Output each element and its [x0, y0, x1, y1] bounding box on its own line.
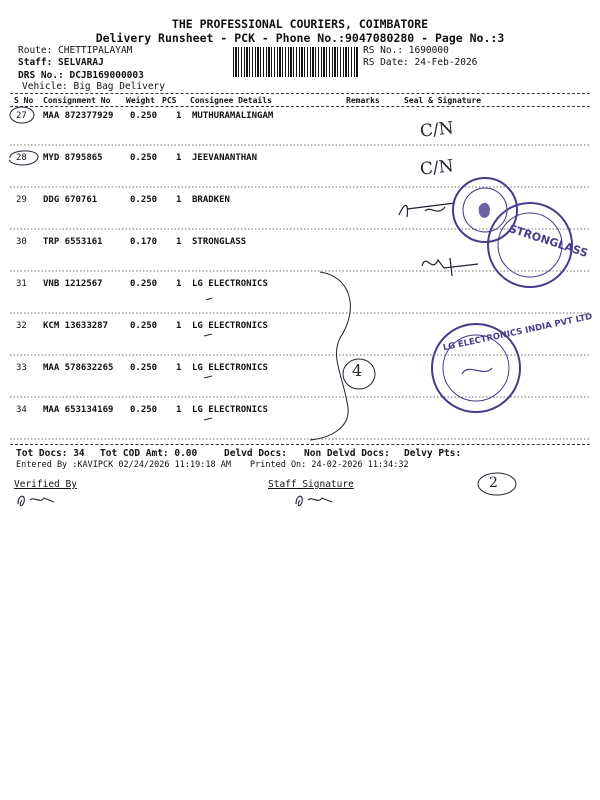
row-sno: 31: [16, 279, 27, 289]
row-consignee: STRONGLASS: [192, 237, 247, 247]
col-consignee: Consignee Details: [190, 96, 272, 105]
row-weight: 0.250: [130, 363, 158, 373]
company-title: THE PROFESSIONAL COURIERS, COIMBATORE: [171, 17, 429, 31]
lg-stamp-text: LG ELECTRONICS INDIA PVT LTD: [442, 311, 594, 354]
entered-by: Entered By :KAVIPCK 02/24/2026 11:19:18 AM: [16, 460, 231, 470]
row-pcs: 1: [176, 237, 182, 247]
row-consignment: DDG 670761: [43, 195, 98, 205]
row-sno: 33: [16, 363, 27, 373]
row-consignment: VNB 1212567: [43, 279, 103, 289]
row-sno: 32: [16, 321, 27, 331]
col-remarks: Remarks: [346, 96, 380, 105]
row-weight: 0.250: [130, 279, 158, 289]
runsheet-subtitle: Delivery Runsheet - PCK - Phone No.:9047080280 - Page No.:3: [95, 31, 505, 45]
handwritten-page: 2: [489, 475, 498, 491]
row-sno: 30: [16, 237, 27, 247]
page-circle: [475, 470, 521, 498]
non-delivered-docs: Non Delvd Docs:: [304, 448, 390, 459]
row-consignment: MAA 578632265: [43, 363, 114, 373]
rs-number: RS No.: 1690000: [363, 45, 449, 56]
total-cod: Tot COD Amt: 0.00: [100, 448, 198, 459]
row-consignment: TRP 6553161: [43, 237, 103, 247]
row-weight: 0.250: [130, 405, 158, 415]
stronglass-stamp: [445, 175, 595, 300]
row-weight: 0.250: [130, 153, 158, 163]
col-sno: S No: [14, 96, 34, 105]
row-pcs: 1: [176, 279, 182, 289]
row-weight: 0.250: [130, 195, 158, 205]
row-weight: 0.170: [130, 237, 158, 247]
col-weight: Weight: [126, 96, 155, 105]
row-consignee: LG ELECTRONICS: [192, 279, 268, 289]
total-docs: Tot Docs: 34: [16, 448, 85, 459]
row-consignee: LG ELECTRONICS: [192, 363, 268, 373]
row-consignment: KCM 13633287: [43, 321, 109, 331]
row-pcs: 1: [176, 111, 182, 121]
verified-signature: [14, 490, 64, 512]
tick-marks: [200, 292, 240, 432]
row-pcs: 1: [176, 405, 182, 415]
row-consignee: BRADKEN: [192, 195, 230, 205]
row-weight: 0.250: [130, 321, 158, 331]
row-consignee: JEEVANANTHAN: [192, 153, 258, 163]
drs-number: DRS No.: DCJB169000003: [18, 70, 144, 81]
row-consignee: LG ELECTRONICS: [192, 405, 268, 415]
verified-by-label: Verified By: [14, 479, 77, 490]
col-consignment: Consignment No: [43, 96, 111, 105]
row-sno: 28: [16, 153, 27, 163]
row-pcs: 1: [176, 153, 182, 163]
row-consignee: LG ELECTRONICS: [192, 321, 268, 331]
lg-stamp: [428, 311, 594, 414]
row-sno: 29: [16, 195, 27, 205]
col-seal: Seal & Signature: [404, 96, 482, 105]
staff-signature-label: Staff Signature: [268, 479, 354, 490]
row-consignee: MUTHURAMALINGAM: [192, 111, 274, 121]
row-pcs: 1: [176, 195, 182, 205]
row-sno: 27: [16, 111, 27, 121]
footer-rule: [10, 444, 590, 445]
row-consignment: MYD 8795865: [43, 153, 103, 163]
vehicle-label: Vehicle: Big Bag Delivery: [22, 81, 165, 92]
circle-mark-27: [8, 104, 42, 128]
route-label: Route: CHETTIPALAYAM: [18, 45, 133, 56]
row-consignment: MAA 872377929: [43, 111, 114, 121]
delivered-docs: Delvd Docs:: [224, 448, 287, 459]
staff-label: Staff: SELVARAJ: [18, 57, 104, 68]
col-pcs: PCS: [162, 96, 177, 105]
row-pcs: 1: [176, 321, 182, 331]
row-consignment: MAA 653134169: [43, 405, 114, 415]
handwritten-count: 4: [352, 361, 363, 380]
row-weight: 0.250: [130, 111, 158, 121]
stronglass-stamp-text: STRONGLASS: [507, 222, 590, 260]
handwritten-cn-1: C/N: [419, 118, 455, 142]
printed-on: Printed On: 24-02-2026 11:34:32: [250, 460, 409, 470]
staff-signature-scribble: [290, 490, 340, 512]
row-sno: 34: [16, 405, 27, 415]
row-pcs: 1: [176, 363, 182, 373]
circle-mark-28: [6, 146, 42, 172]
rs-date: RS Date: 24-Feb-2026: [363, 57, 478, 68]
delivery-points: Delvy Pts:: [404, 448, 462, 459]
handwritten-cn-2: C/N: [419, 156, 455, 180]
